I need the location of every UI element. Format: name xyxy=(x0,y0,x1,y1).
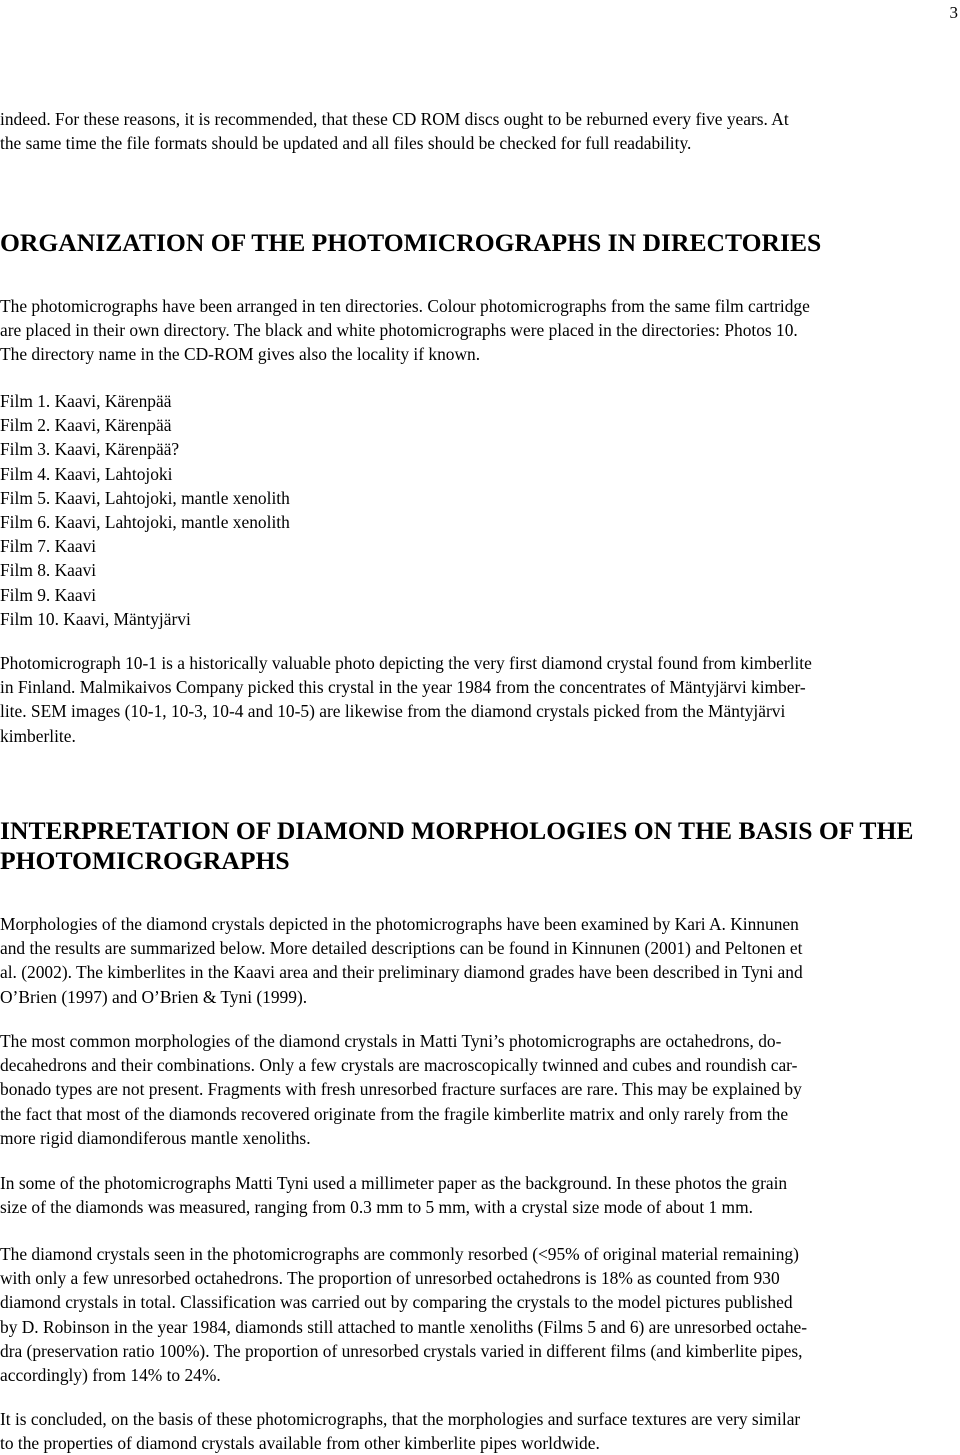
section-heading-organization: ORGANIZATION OF THE PHOTOMICROGRAPHS IN DIRECTORIES xyxy=(0,228,822,257)
paragraph-resorbed-crystals xyxy=(0,1242,960,1387)
paragraph-line: Morphologies of the diamond crystals depicted in the photomicrographs have been examined by Kari A. Kinnunen xyxy=(0,914,799,934)
paragraph-line: bonado types are not present. Fragments with fresh unresorbed fracture surfaces are rare. This may be explained by xyxy=(0,1079,802,1100)
paragraph-line: more rigid diamondiferous mantle xenoliths. xyxy=(0,1127,311,1148)
paragraph-line: by D. Robinson in the year 1984, diamonds still attached to mantle xenoliths (Films 5 and 6) are unresorbed octahe- xyxy=(0,1316,808,1337)
photo-line-3: lite. SEM images (10-1, 10-3, 10-4 and 10-5) are likewise from the diamond crystals picked from the Mäntyjärvi xyxy=(0,701,786,722)
photo-line-4: kimberlite. xyxy=(0,725,76,746)
photo-line-2: in Finland. Malmikaivos Company picked this crystal in the year 1984 from the concentrates of Mäntyjärvi kimber- xyxy=(0,677,806,698)
list-item: Film 6. Kaavi, Lahtojoki, mantle xenolith xyxy=(0,512,290,533)
paragraph-line: al. (2002). The kimberlites in the Kaavi area and their preliminary diamond grades have been described in Tyni and xyxy=(0,962,803,983)
paragraph-line: In some of the photomicrographs Matti Tyni used a millimeter paper as the background. In these photos the grain xyxy=(0,1173,788,1193)
paragraph-line: and the results are summarized below. More detailed descriptions can be found in Kinnunen (2001) and Peltonen et xyxy=(0,938,803,959)
organization-line-3: The directory name in the CD-ROM gives also the locality if known. xyxy=(0,344,481,365)
page-number: 3 xyxy=(949,3,958,22)
photomicrograph-paragraph xyxy=(0,651,960,748)
film-list xyxy=(0,389,960,631)
organization-paragraph xyxy=(0,294,960,367)
paragraph-conclusion xyxy=(0,1407,960,1455)
paragraph-line: size of the diamonds was measured, ranging from 0.3 mm to 5 mm, with a crystal size mode of about 1 mm. xyxy=(0,1197,753,1218)
paragraph-line: It is concluded, on the basis of these photomicrographs, that the morphologies and surface textures are very similar xyxy=(0,1409,801,1429)
paragraph-common-morphologies xyxy=(0,1029,960,1150)
section-heading-interpretation xyxy=(0,816,913,876)
list-item: Film 8. Kaavi xyxy=(0,560,97,581)
paragraph-line: The diamond crystals seen in the photomicrographs are commonly resorbed (<95% of original material remaining) xyxy=(0,1244,799,1264)
paragraph-line: dra (preservation ratio 100%). The proportion of unresorbed crystals varied in different films (and kimberlite pipes, xyxy=(0,1340,803,1361)
paragraph-line: decahedrons and their combinations. Only a few crystals are macroscopically twinned and cubes and roundish car- xyxy=(0,1055,798,1076)
list-item: Film 4. Kaavi, Lahtojoki xyxy=(0,463,173,484)
list-item: Film 2. Kaavi, Kärenpää xyxy=(0,415,172,436)
paragraph-millimeter-paper xyxy=(0,1171,960,1219)
heading-line-1: INTERPRETATION OF DIAMOND MORPHOLOGIES ON THE BASIS OF THE xyxy=(0,816,914,845)
intro-line-1: indeed. For these reasons, it is recommended, that these CD ROM discs ought to be reburned every five years. At xyxy=(0,109,789,129)
photo-line-1: Photomicrograph 10-1 is a historically valuable photo depicting the very first diamond crystal found from kimberlite xyxy=(0,653,812,673)
intro-line-2: the same time the file formats should be updated and all files should be checked for full readability. xyxy=(0,133,692,154)
heading-line-2: PHOTOMICROGRAPHS xyxy=(0,846,290,875)
list-item: Film 7. Kaavi xyxy=(0,536,97,557)
list-item: Film 5. Kaavi, Lahtojoki, mantle xenolith xyxy=(0,487,290,508)
paragraph-line: diamond crystals in total. Classification was carried out by comparing the crystals to the model pictures published xyxy=(0,1292,793,1313)
list-item: Film 3. Kaavi, Kärenpää? xyxy=(0,439,180,460)
intro-paragraph xyxy=(0,107,960,155)
organization-line-1: The photomicrographs have been arranged in ten directories. Colour photomicrographs from the same film cartridge xyxy=(0,296,810,316)
paragraph-line: The most common morphologies of the diamond crystals in Matti Tyni’s photomicrographs are octahedrons, do- xyxy=(0,1031,782,1051)
paragraph-morphologies xyxy=(0,912,960,1009)
paragraph-line: accordingly) from 14% to 24%. xyxy=(0,1365,221,1386)
paragraph-line: O’Brien (1997) and O’Brien & Tyni (1999). xyxy=(0,986,308,1007)
list-item: Film 1. Kaavi, Kärenpää xyxy=(0,391,172,411)
paragraph-line: with only a few unresorbed octahedrons. The proportion of unresorbed octahedrons is 18% as counted from 930 xyxy=(0,1268,780,1289)
paragraph-line: to the properties of diamond crystals available from other kimberlite pipes worldwide. xyxy=(0,1433,600,1454)
list-item: Film 9. Kaavi xyxy=(0,584,97,605)
list-item: Film 10. Kaavi, Mäntyjärvi xyxy=(0,608,191,629)
paragraph-line: the fact that most of the diamonds recovered originate from the fragile kimberlite matrix and only rarely from the xyxy=(0,1103,789,1124)
organization-line-2: are placed in their own directory. The black and white photomicrographs were placed in the directories: Photos 10. xyxy=(0,320,798,341)
